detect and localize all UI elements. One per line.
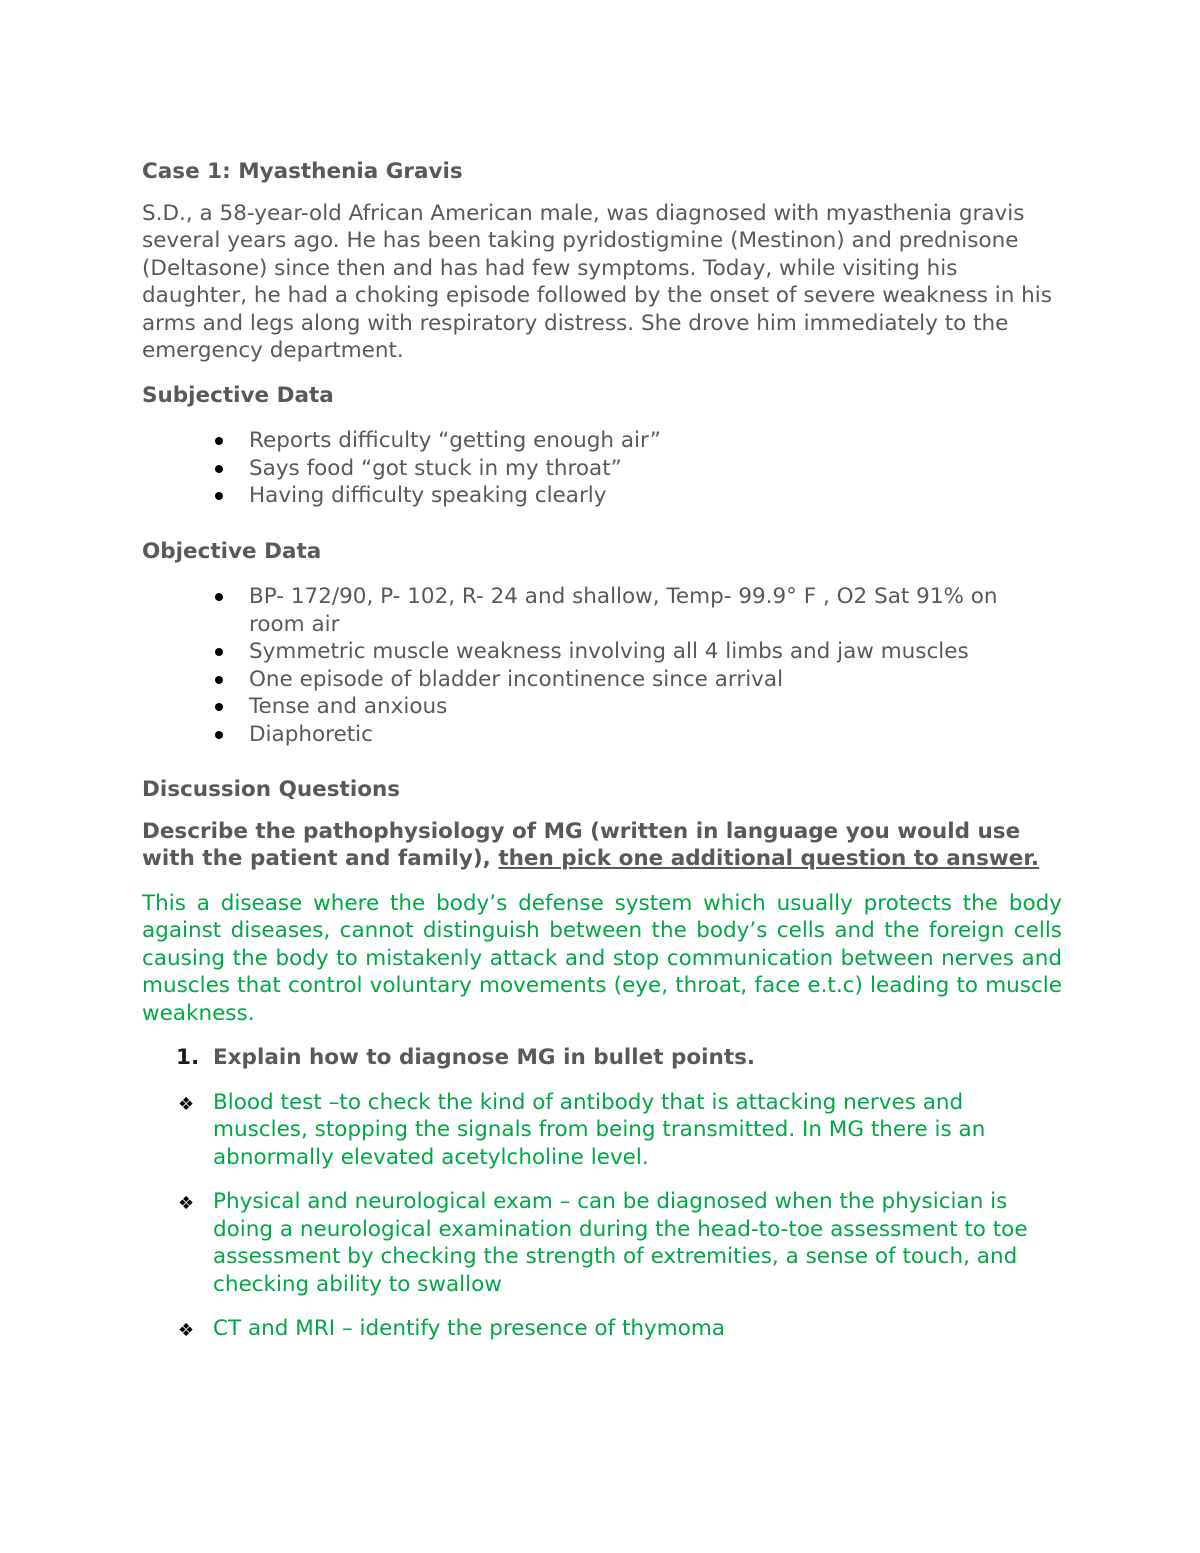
- numbered-question: [142, 1044, 1062, 1072]
- question-number: 1.: [176, 1045, 200, 1070]
- diamond-bullet-icon: ❖: [178, 1320, 195, 1341]
- diagnosis-item-text: CT and MRI – identify the presence of thymoma: [213, 1316, 725, 1341]
- document-page: [142, 158, 1062, 1360]
- diagnosis-item: [142, 1188, 1062, 1298]
- case-title: Case 1: Myasthenia Gravis: [142, 159, 463, 184]
- question-text: Describe the pathophysiology of MG (written in language you would use with the patient and family),: [142, 818, 1021, 871]
- subjective-heading: Subjective Data: [142, 382, 334, 408]
- objective-item: Diaphoretic: [142, 721, 1062, 749]
- diamond-bullet-icon: ❖: [178, 1193, 195, 1214]
- question-underlined-text: then pick one additional question to answer.: [498, 846, 1040, 871]
- objective-heading: Objective Data: [142, 538, 322, 564]
- objective-item: Symmetric muscle weakness involving all 4 limbs and jaw muscles: [142, 638, 1062, 666]
- numbered-question-text: Explain how to diagnose MG in bullet points.: [213, 1045, 756, 1070]
- diagnosis-item-text: Blood test –to check the kind of antibody that is attacking nerves and muscles, stopping the signals from being transmitted. In MG there is an abnormally elevated acetylcholine level.: [213, 1089, 986, 1170]
- diagnosis-item: [142, 1089, 1062, 1172]
- objective-item: One episode of bladder incontinence since arrival: [142, 666, 1062, 694]
- case-intro: S.D., a 58-year-old African American male, was diagnosed with myasthenia gravis several years ago. He has been taking pyridostigmine (Mestinon) and prednisone (Deltasone) since then and has had few symptoms. Today, while visiting his daughter, he had a choking episode followed by the onset of severe weakness in his arms and legs along with respiratory distress. She drove him immediately to the emergency department.: [142, 200, 1052, 363]
- objective-list: [142, 583, 1062, 748]
- subjective-list: [142, 427, 1062, 510]
- discussion-heading: Discussion Questions: [142, 777, 401, 802]
- subjective-item: Says food “got stuck in my throat”: [142, 455, 1062, 483]
- diagnosis-item: [142, 1315, 1062, 1343]
- objective-item: BP- 172/90, P- 102, R- 24 and shallow, Temp- 99.9° F , O2 Sat 91% on room air: [142, 583, 1062, 638]
- subjective-item: Having difficulty speaking clearly: [142, 482, 1062, 510]
- objective-item: Tense and anxious: [142, 693, 1062, 721]
- diagnosis-item-text: Physical and neurological exam – can be diagnosed when the physician is doing a neurological examination during the head-to-toe assessment to toe assessment by checking the strength of extremities, a sense of touch, and checking ability to swallow: [213, 1189, 1028, 1297]
- subjective-item: Reports difficulty “getting enough air”: [142, 427, 1062, 455]
- diamond-bullet-icon: ❖: [178, 1093, 195, 1115]
- discussion-question: [142, 818, 1062, 873]
- pathophysiology-answer: This a disease where the body’s defense system which usually protects the body against diseases, cannot distinguish between the body’s cells and the foreign cells causing the body to mistakenly attack and stop communication between nerves and muscles that control voluntary movements (eye, throat, face e.t.c) leading to muscle weakness.: [142, 890, 1062, 1026]
